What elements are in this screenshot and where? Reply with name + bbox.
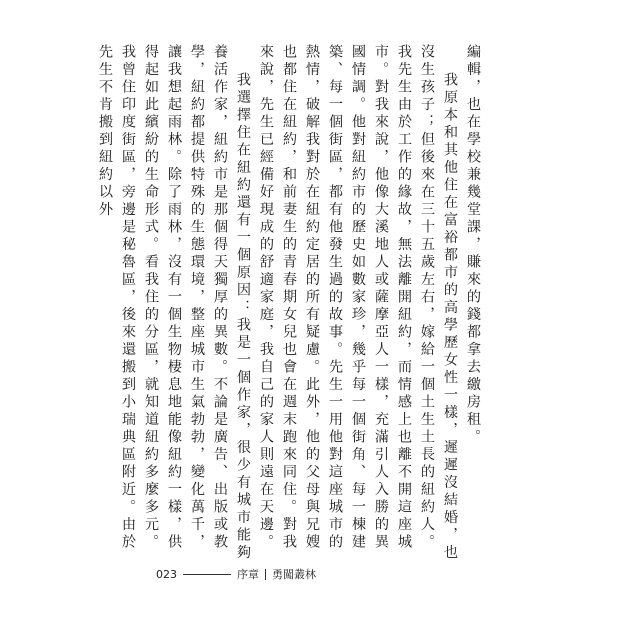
page-footer bbox=[156, 566, 316, 582]
footer-rule bbox=[183, 574, 231, 575]
footer-separator bbox=[265, 569, 266, 580]
chapter-label: 序章 bbox=[237, 568, 259, 581]
page-body bbox=[93, 44, 484, 564]
paragraph-continuation: 編輯，也在學校兼幾堂課，賺來的錢都拿去繳房租。 bbox=[465, 44, 481, 447]
page-number: 023 bbox=[156, 567, 177, 581]
paragraph-reason: 我選擇住在紐約還有一個原因：我是一個作家，很少有城市能夠養活作家，紐約市是那個得天獨厚的異數。不論是廣告、出版或教學，紐約都提供特殊的生態環境，整座城市生氣勃勃，變化萬千，讓我想起雨林。除了雨林，沒有一個生物棲息地能像紐約一樣，供得起如此繽紛的生命形式。看我住的分區，就知道紐約多麼多元。我曾住印度街區，旁邊是秘魯區，後來還搬到小瑞典區附近。由於先生不肯搬到紐約以外 bbox=[97, 44, 251, 563]
paragraph-marriage: 我原本和其他住在富裕都市的高學歷女性一樣，遲遲沒結婚，也沒生孩子；但後來在三十五歲左右，嫁給一個土生土長的紐約人。我先生由於工作的緣故，無法離開紐約，而情感上也離不開這座城市。對我來說，他像大溪地人或薩摩亞人一樣，充滿引人入勝的異國情調。他對紐約市的歷史如數家珍，幾乎每一個街角、每一棟建築、每一個街區，都有他發生過的故事。先生一用他對這座城市的熱情，破解我對於在紐約定居的所有疑慮。此外，他的父母與兄嫂也都住在紐約，和前妻生的青春期女兒也會在週末跑來同住。對我來說，先生已經備好現成的舒適家庭，我自己的家人則遠在天邊。 bbox=[258, 44, 458, 563]
section-title: 勇闖叢林 bbox=[272, 568, 316, 581]
